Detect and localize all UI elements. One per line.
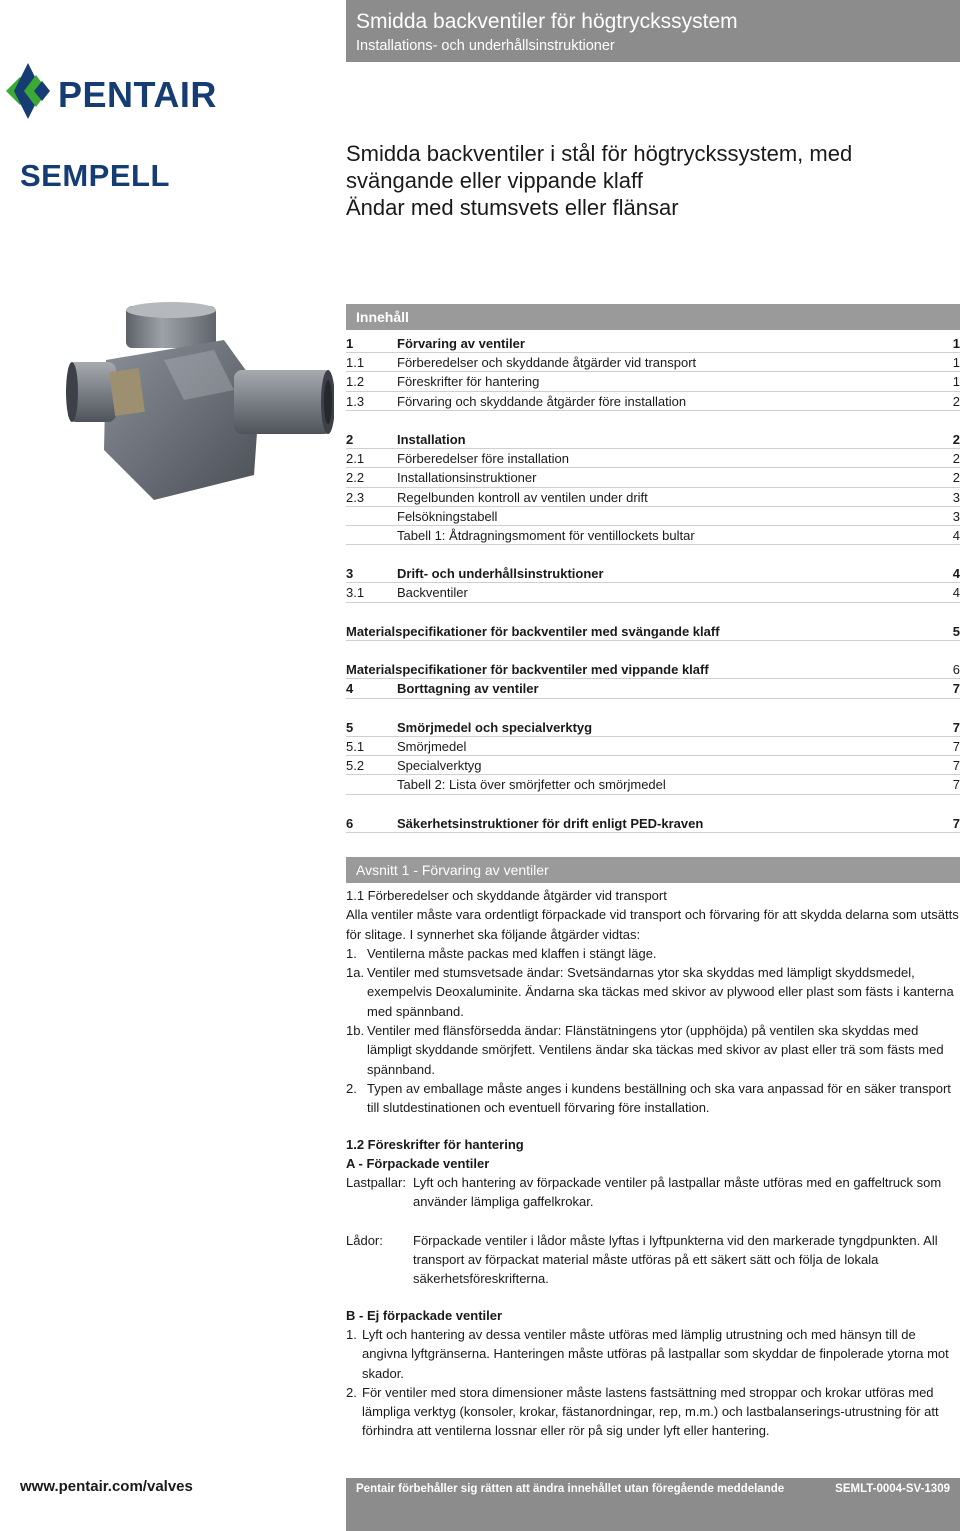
transport-measure-item-marker: 1b. <box>346 1023 365 1039</box>
toc-row-page: 4 <box>952 585 960 601</box>
toc-heading: Innehåll <box>356 309 409 325</box>
toc-row[interactable] <box>346 353 960 372</box>
toc-row-page: 3 <box>952 489 960 505</box>
toc-row-label: Felsökningstabell <box>397 508 498 524</box>
toc-row-number: 1.1 <box>346 355 365 371</box>
packaged-valves-title: A - Förpackade ventiler <box>346 1155 490 1171</box>
unpackaged-handling-item <box>346 1325 960 1383</box>
subsection-1-1-intro: Alla ventiler måste vara ordentligt förpackade vid transport och förvaring för att skydda delarna som utsätts för slitage. I synnerhet ska följande åtgärder vidtas: <box>346 907 959 942</box>
footer-document-code: SEMLT-0004-SV-1309 <box>835 1483 950 1495</box>
toc-row[interactable] <box>346 526 960 545</box>
toc-row[interactable] <box>346 449 960 468</box>
toc-row-page: 5 <box>952 623 960 639</box>
unpackaged-handling-item <box>346 1383 960 1441</box>
toc-spacer <box>346 795 960 814</box>
toc-row-label: Drift- och underhållsinstruktioner <box>397 566 604 582</box>
toc-row-number: 5.2 <box>346 758 365 774</box>
main-title-line-2: svängande eller vippande klaff <box>346 168 643 193</box>
table-of-contents <box>346 334 960 833</box>
toc-row-page: 1 <box>952 336 960 351</box>
toc-row-label: Förberedelser före installation <box>397 451 569 467</box>
transport-measure-item-marker: 2. <box>346 1080 357 1096</box>
toc-row-number: 3.1 <box>346 585 365 601</box>
toc-row-number: 3 <box>346 566 354 582</box>
packaged-handling-item-marker: Lastpallar: <box>346 1175 406 1191</box>
toc-spacer <box>346 699 960 718</box>
toc-row-number: 2 <box>346 431 354 447</box>
pentair-logo <box>6 60 246 122</box>
unpackaged-handling-item-marker: 2. <box>346 1384 357 1400</box>
toc-row-label: Borttagning av ventiler <box>397 681 539 697</box>
transport-measure-item-text: Typen av emballage måste anges i kundens beställning och ska vara anpassad för en säker transport till slutdestinationen och eventuell förvaring före installation. <box>367 1080 951 1116</box>
transport-measure-item-marker: 1. <box>346 945 357 961</box>
toc-row-label: Installationsinstruktioner <box>397 470 537 486</box>
packaged-handling-item-marker: Lådor: <box>346 1232 383 1248</box>
toc-row-label: Materialspecifikationer för backventiler med svängande klaff <box>346 623 720 639</box>
toc-row-label: Smörjmedel och specialverktyg <box>397 719 593 735</box>
toc-row-page: 7 <box>952 777 960 793</box>
toc-row-page: 1 <box>952 374 960 390</box>
toc-row[interactable] <box>346 430 960 449</box>
transport-measure-item-marker: 1a. <box>346 965 365 981</box>
toc-row[interactable] <box>346 392 960 411</box>
document-header-title: Smidda backventiler för högtryckssystem <box>356 10 738 33</box>
toc-row-label: Föreskrifter för hantering <box>397 374 540 390</box>
toc-row-page: 7 <box>952 719 960 735</box>
toc-row-page: 1 <box>952 355 960 371</box>
toc-row[interactable] <box>346 756 960 775</box>
toc-row[interactable] <box>346 775 960 794</box>
toc-row-label: Regelbunden kontroll av ventilen under drift <box>397 489 648 505</box>
subsection-1-2-title: 1.2 Föreskrifter för hantering <box>346 1136 524 1152</box>
toc-row[interactable] <box>346 622 960 641</box>
toc-spacer <box>346 641 960 660</box>
toc-row-page: 7 <box>952 758 960 774</box>
toc-row[interactable] <box>346 737 960 756</box>
unpackaged-handling-item-text: Lyft och hantering av dessa ventiler måste utföras med lämplig utrustning och med hänsyn till de angivna lyftgränserna. Hanteringen måste utföras på lastpallar som skyddar de finpolerade ytorna mot skador. <box>362 1326 949 1381</box>
packaged-handling-item <box>346 1231 960 1289</box>
toc-row[interactable] <box>346 660 960 679</box>
unpackaged-handling-item-marker: 1. <box>346 1326 357 1342</box>
toc-row-label: Tabell 2: Lista över smörjfetter och smörjmedel <box>397 777 666 793</box>
toc-row-number: 1 <box>346 336 354 351</box>
toc-row-label: Förvaring av ventiler <box>397 336 525 351</box>
pentair-logo-text: PENTAIR <box>58 74 217 115</box>
toc-row-page: 7 <box>952 681 960 697</box>
toc-row-number: 1.3 <box>346 393 365 409</box>
toc-row-page: 4 <box>952 566 960 582</box>
toc-row-page: 4 <box>952 527 960 543</box>
transport-measure-item <box>346 963 960 1021</box>
unpackaged-valves-title: B - Ej förpackade ventiler <box>346 1307 503 1323</box>
toc-row[interactable] <box>346 334 960 353</box>
toc-row-page: 7 <box>952 815 960 831</box>
toc-row-page: 6 <box>952 662 960 678</box>
toc-row[interactable] <box>346 814 960 833</box>
toc-row[interactable] <box>346 488 960 507</box>
toc-row[interactable] <box>346 564 960 583</box>
toc-row-label: Backventiler <box>397 585 468 601</box>
toc-row-number: 6 <box>346 815 354 831</box>
toc-row[interactable] <box>346 718 960 737</box>
toc-row[interactable] <box>346 372 960 391</box>
packaged-handling-item <box>346 1173 960 1212</box>
toc-spacer <box>346 411 960 430</box>
toc-row-label: Materialspecifikationer för backventiler med vippande klaff <box>346 662 709 678</box>
packaged-handling-item-text: Förpackade ventiler i lådor måste lyftas i lyftpunkterna vid den markerade tyngdpunkten. All transport av förpackat material måste utföras på ett säkert sätt och följa de lokala säkerhetsföreskrifterna. <box>413 1232 938 1287</box>
toc-row-label: Installation <box>397 431 466 447</box>
section-1-body <box>346 886 960 1441</box>
toc-row-page: 2 <box>952 393 960 409</box>
document-header-subtitle: Installations- och underhållsinstruktioner <box>356 38 615 54</box>
toc-row[interactable] <box>346 583 960 602</box>
toc-row-number: 2.1 <box>346 451 365 467</box>
toc-row-label: Förvaring och skyddande åtgärder före installation <box>397 393 687 409</box>
sempell-brand: SEMPELL <box>20 158 170 193</box>
main-title-line-3: Ändar med stumsvets eller flänsar <box>346 195 679 220</box>
toc-row-number: 4 <box>346 681 354 697</box>
transport-measure-item-text: Ventiler med stumsvetsade ändar: Svetsändarnas ytor ska skyddas med lämpligt skyddsmedel, exempelvis Deoxaluminite. Ändarna ska täckas med skivor av plywood eller plast som fästs i kanterna med spännband. <box>367 965 954 1019</box>
toc-spacer <box>346 545 960 564</box>
main-title <box>346 140 946 221</box>
toc-row-number: 1.2 <box>346 374 365 390</box>
toc-row-number: 5 <box>346 719 354 735</box>
toc-row-number: 2.3 <box>346 489 365 505</box>
section-1-heading: Avsnitt 1 - Förvaring av ventiler <box>356 862 549 878</box>
toc-spacer <box>346 603 960 622</box>
toc-row-page: 2 <box>952 451 960 467</box>
footer-notice: Pentair förbehåller sig rätten att ändra innehållet utan föregående meddelande <box>356 1483 785 1495</box>
toc-row-number: 2.2 <box>346 470 365 486</box>
main-title-line-1: Smidda backventiler i stål för högtryckssystem, med <box>346 141 853 166</box>
transport-measure-item <box>346 1079 960 1118</box>
toc-row-page: 7 <box>952 738 960 754</box>
unpackaged-handling-item-text: För ventiler med stora dimensioner måste lastens fastsättning med stroppar och krokar utföras med lämpliga verktyg (konsoler, krokar, fästanordningar, rep, m.m.) och lastbalanserings-utrustning för att förhindra att ventilerna lossnar eller rör på sig under lyft eller hantering. <box>362 1384 939 1439</box>
toc-row-label: Specialverktyg <box>397 758 482 774</box>
toc-row[interactable] <box>346 507 960 526</box>
toc-row-label: Säkerhetsinstruktioner för drift enligt PED-kraven <box>397 815 704 831</box>
transport-measure-item-text: Ventilerna måste packas med klaffen i stängt läge. <box>367 945 657 961</box>
transport-measure-item <box>346 1021 960 1079</box>
transport-measure-item-text: Ventiler med flänsförsedda ändar: Flänstätningens ytor (upphöjda) på ventilen ska skyddas med lämpligt skyddande smörjfett. Ventilens ändar ska täckas med skivor av plast eller trä som fästs med spännband. <box>367 1023 944 1077</box>
toc-row-number: 5.1 <box>346 738 365 754</box>
toc-row-page: 3 <box>952 508 960 524</box>
toc-row[interactable] <box>346 679 960 698</box>
subsection-1-1-title: 1.1 Förberedelser och skyddande åtgärder vid transport <box>346 888 667 903</box>
toc-row-label: Tabell 1: Åtdragningsmoment för ventillockets bultar <box>397 527 695 543</box>
toc-row-label: Förberedelser och skyddande åtgärder vid transport <box>397 355 697 371</box>
packaged-handling-item-text: Lyft och hantering av förpackade ventiler på lastpallar måste utföras med en gaffeltruck som använder lämpliga gaffelkrokar. <box>413 1175 942 1210</box>
valve-photo <box>64 300 334 510</box>
footer-bar <box>346 1478 960 1531</box>
transport-measure-item <box>346 944 960 963</box>
footer-url[interactable]: www.pentair.com/valves <box>20 1478 193 1495</box>
toc-heading-bar <box>346 304 960 330</box>
section-1-heading-bar <box>346 857 960 883</box>
toc-row-page: 2 <box>952 431 960 447</box>
toc-row[interactable] <box>346 468 960 487</box>
toc-row-label: Smörjmedel <box>397 738 467 754</box>
toc-row-page: 2 <box>952 470 960 486</box>
document-header-band <box>346 0 960 62</box>
pentair-logo-icon <box>6 60 56 122</box>
